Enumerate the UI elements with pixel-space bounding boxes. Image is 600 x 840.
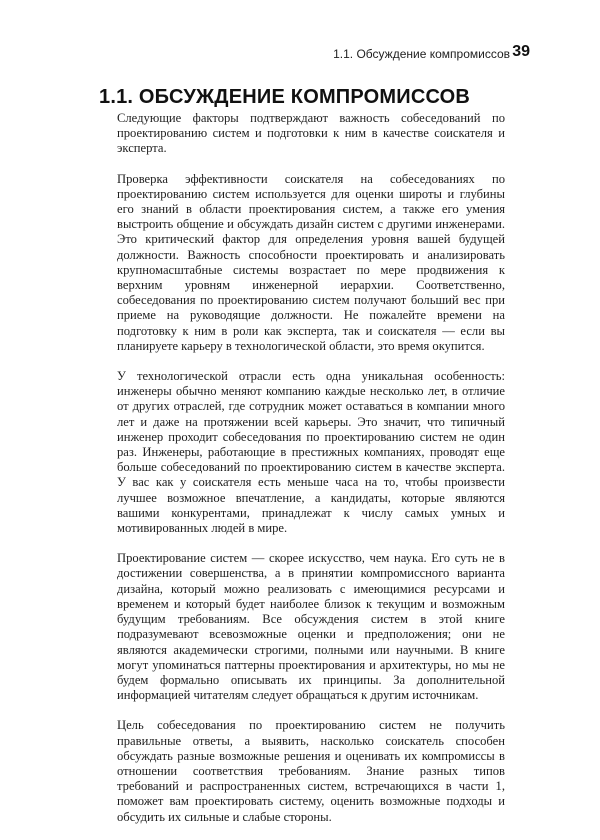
paragraph-1: Следующие факторы подтверждают важность собеседований по проектированию систем и подготовки к ним в качестве соискателя и эксперта. — [117, 111, 505, 156]
paragraph-5: Цель собеседования по проектированию систем не получить правильные ответы, а выявить, насколько соискатель способен обсуждать разные возможные решения и оценивать их компромиссы в отношении соответствия требованиям. Знание разных типов требований и распространенных систем, встречающихся в части 1, поможет вам проектировать систему, оценить возможные подходы и обсудить их сильные и слабые стороны. — [117, 718, 505, 824]
page-number: 39 — [512, 43, 530, 60]
paragraph-3: У технологической отрасли есть одна уникальная особенность: инженеры обычно меняют компанию каждые несколько лет, в отличие от других отраслей, где сотрудник может оставаться в компании много лет и даже на протяжении всей карьеры. Это значит, что типичный инженер проходит собеседования по проектированию систем не один раз. Инженеры, работающие в престижных компаниях, проводят еще больше собеседований по проектированию систем в качестве эксперта. У вас как у соискателя есть меньше часа на то, чтобы произвести лучшее возможное впечатление, а кандидаты, которые являются вашими конкурентами, принадлежат к числу самых умных и мотивированных людей в мире. — [117, 369, 505, 536]
paragraph-2: Проверка эффективности соискателя на собеседованиях по проектированию систем используется для оценки широты и глубины его знаний в области проектирования систем, а также его умения выстроить общение и обсуждать дизайн систем с другими инженерами. Это критический фактор для определения уровня вашей будущей должности. Важность способности проектировать и анализировать крупномасштабные системы возрастает по мере продвижения к верхним уровням инженерной иерархии. Соответственно, собеседования по проектированию систем получают больший вес при приеме на руководящие должности. Не пожалейте времени на подготовку к ним в роли как эксперта, так и соискателя — если вы планируете карьеру в технологической области, это время окупится. — [117, 171, 505, 353]
running-head-title: 1.1. Обсуждение компромиссов — [333, 47, 510, 61]
body-text — [117, 111, 505, 840]
section-title: 1.1. ОБСУЖДЕНИЕ КОМПРОМИССОВ — [99, 86, 471, 108]
paragraph-4: Проектирование систем — скорее искусство, чем наука. Его суть не в достижении совершенства, а в принятии компромиссного варианта дизайна, который можно реализовать с имеющимися ресурсами и временем и который будет наиболее близок к текущим и возможным будущим требованиям. Все обсуждения систем в этой книге подразумевают всевозможные оценки и предположения; они не являются академически строгими, полными или научными. В книге могут упоминаться паттерны проектирования и архитектуры, но мы не будем формально описывать их принципы. За дополнительной информацией читателям следует обращаться к другим источникам. — [117, 551, 505, 703]
